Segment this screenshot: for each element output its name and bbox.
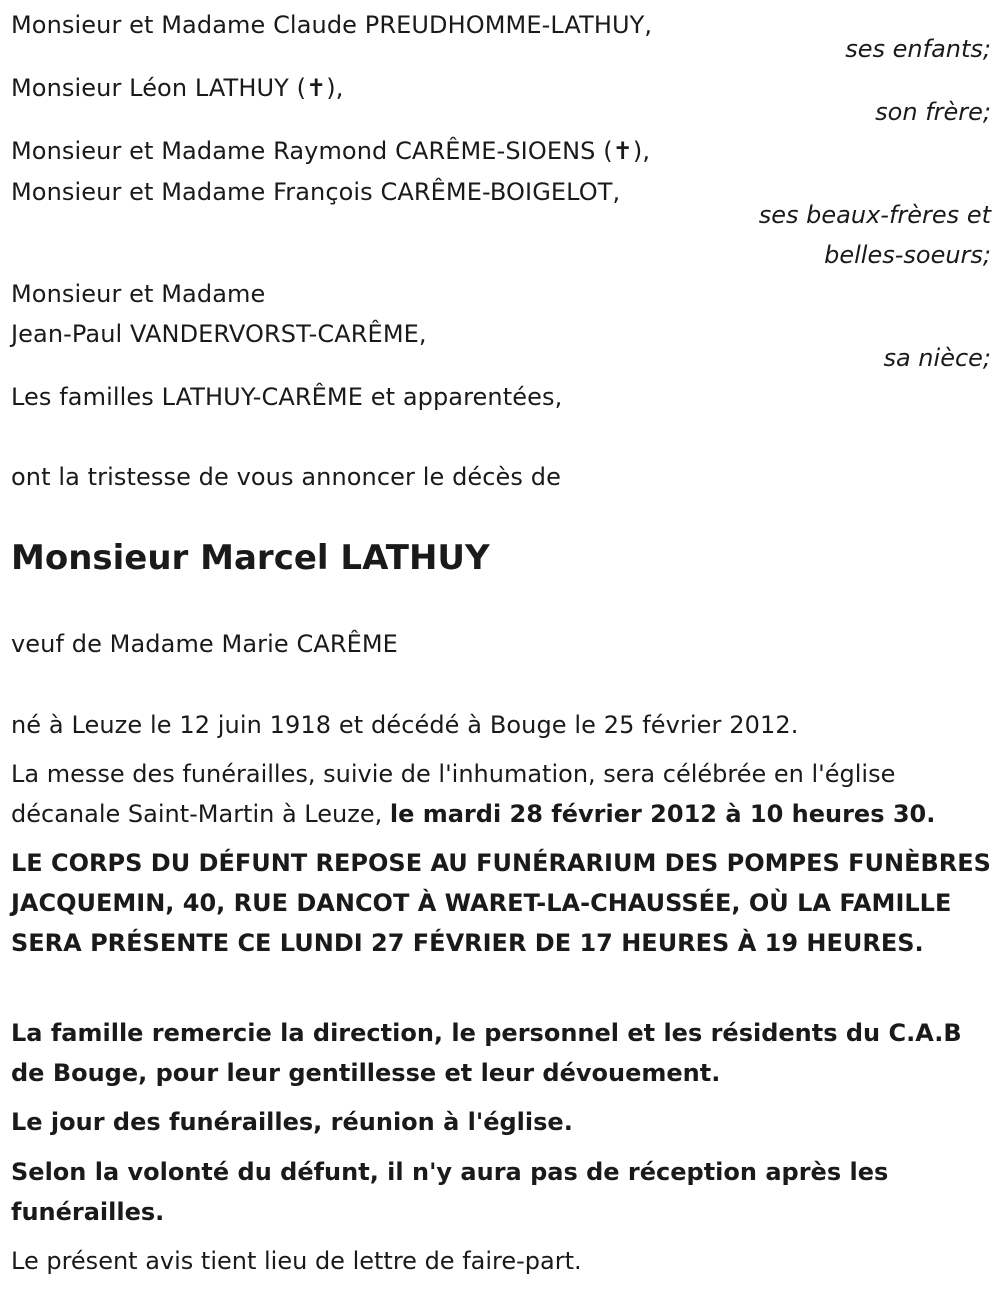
thanks-paragraph: La famille remercie la direction, le personnel et les résidents du C.A.B de Bouge, pour leur gentillesse et leur dévouement. — [11, 1019, 962, 1087]
mass-date: le mardi 28 février 2012 à 10 heures 30. — [389, 800, 936, 828]
family-line-children: Monsieur et Madame Claude PREUDHOMME-LATHUY, — [11, 11, 653, 39]
no-reception-paragraph: Selon la volonté du défunt, il n'y aura pas de réception après les funérailles. — [11, 1158, 889, 1226]
role-children: ses enfants; — [845, 35, 991, 63]
birth-death-line: né à Leuze le 12 juin 1918 et décédé à Bouge le 25 février 2012. — [11, 711, 799, 739]
meeting-paragraph: Le jour des funérailles, réunion à l'église. — [11, 1108, 573, 1136]
widower-line: veuf de Madame Marie CARÊME — [11, 630, 398, 658]
funerarium-paragraph: LE CORPS DU DÉFUNT REPOSE AU FUNÉRARIUM DES POMPES FUNÈBRES JACQUEMIN, 40, RUE DANCOT À WARET-LA-CHAUSSÉE, OÙ LA FAMILLE SERA PRÉSENTE CE LUNDI 27 FÉVRIER DE 17 HEURES À 19 HEURES. — [11, 849, 991, 957]
family-line-brother: Monsieur Léon LATHUY (✝), — [11, 74, 344, 102]
notice-paragraph: Le présent avis tient lieu de lettre de faire-part. — [11, 1247, 582, 1275]
role-brother: son frère; — [875, 98, 991, 126]
role-in-laws-1: ses beaux-frères et — [758, 201, 991, 229]
deceased-name: Monsieur Marcel LATHUY — [11, 538, 490, 578]
family-line-niece-2: Jean-Paul VANDERVORST-CARÊME, — [11, 320, 427, 348]
family-line-in-law-1: Monsieur et Madame Raymond CARÊME-SIOENS (✝), — [11, 137, 651, 165]
family-line-in-law-2: Monsieur et Madame François CARÊME-BOIGELOT, — [11, 178, 621, 206]
mass-paragraph — [11, 754, 996, 834]
mass-text: La messe des funérailles, suivie de l'inhumation, sera célébrée en l'église décanale Saint-Martin à Leuze, — [11, 760, 896, 828]
role-niece: sa nièce; — [883, 344, 991, 372]
family-line-niece-1: Monsieur et Madame — [11, 280, 266, 308]
family-line-relatives: Les familles LATHUY-CARÊME et apparentées, — [11, 383, 563, 411]
announcement-intro: ont la tristesse de vous annoncer le décès de — [11, 463, 561, 491]
role-in-laws-2: belles-soeurs; — [824, 241, 991, 269]
